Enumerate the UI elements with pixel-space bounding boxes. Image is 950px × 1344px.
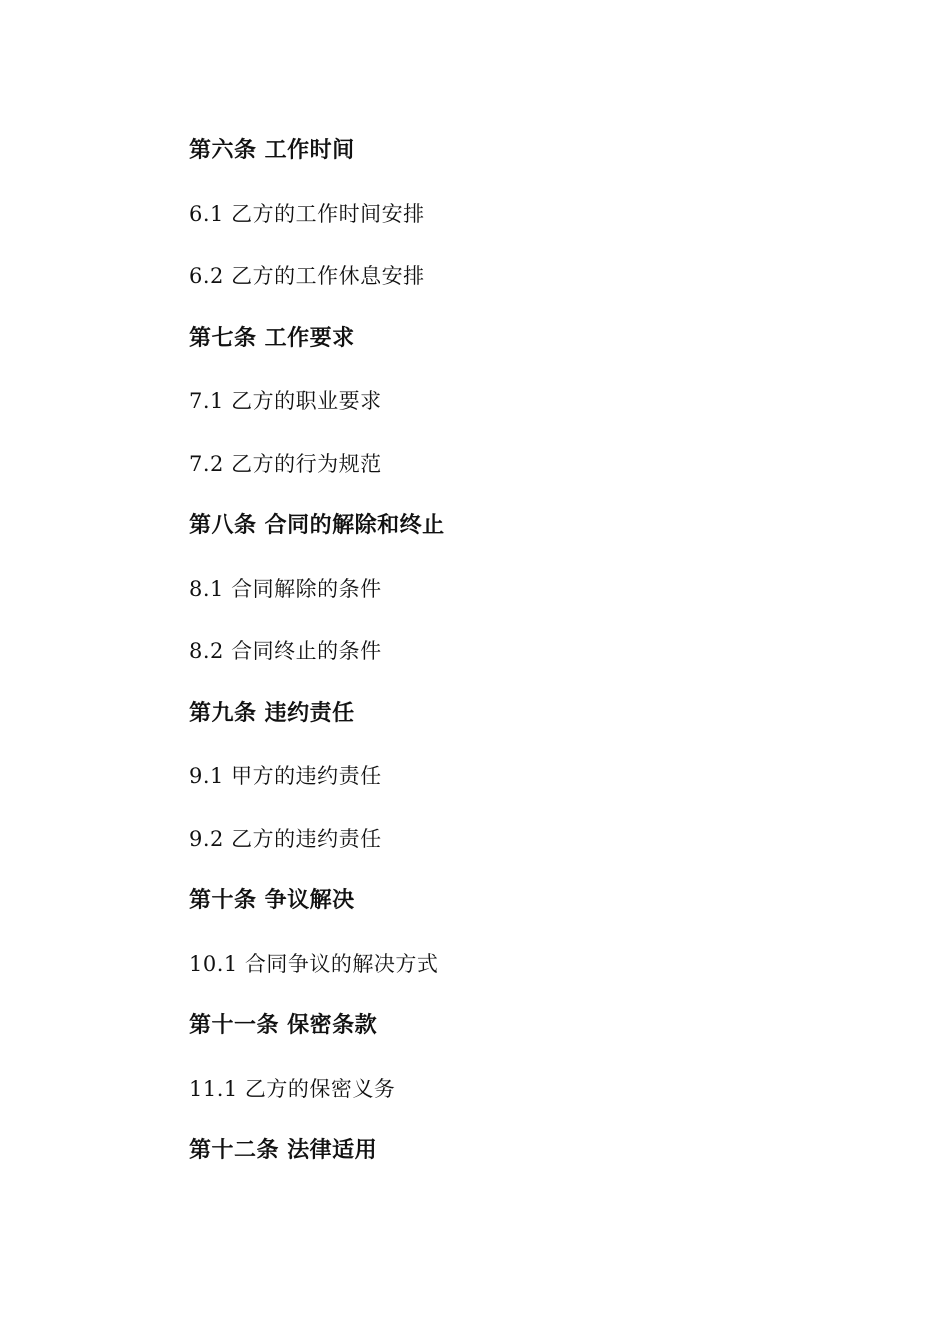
article-heading-12: 第十二条 法律适用 [189, 1138, 378, 1163]
document-body [189, 130, 869, 1193]
article-heading-7: 第七条 工作要求 [189, 325, 355, 351]
clause-6-1: 6.1 乙方的工作时间安排 [189, 201, 425, 226]
article-heading-8: 第八条 合同的解除和终止 [189, 513, 445, 538]
clause-8-2: 8.2 合同终止的条件 [189, 639, 382, 663]
clause-10-1: 10.1 合同争议的解决方式 [189, 951, 439, 976]
clause-7-2: 7.2 乙方的行为规范 [189, 451, 382, 476]
article-heading-11: 第十一条 保密条款 [189, 1013, 378, 1038]
clause-7-1: 7.1 乙方的职业要求 [189, 389, 382, 413]
article-heading-10: 第十条 争议解决 [189, 888, 355, 913]
article-heading-9: 第九条 违约责任 [189, 700, 355, 726]
clause-9-1: 9.1 甲方的违约责任 [189, 764, 382, 788]
clause-6-2: 6.2 乙方的工作休息安排 [189, 264, 425, 288]
clause-8-1: 8.1 合同解除的条件 [189, 576, 382, 601]
clause-9-2: 9.2 乙方的违约责任 [189, 826, 382, 851]
clause-11-1: 11.1 乙方的保密义务 [189, 1076, 396, 1101]
article-heading-6: 第六条 工作时间 [189, 138, 355, 163]
